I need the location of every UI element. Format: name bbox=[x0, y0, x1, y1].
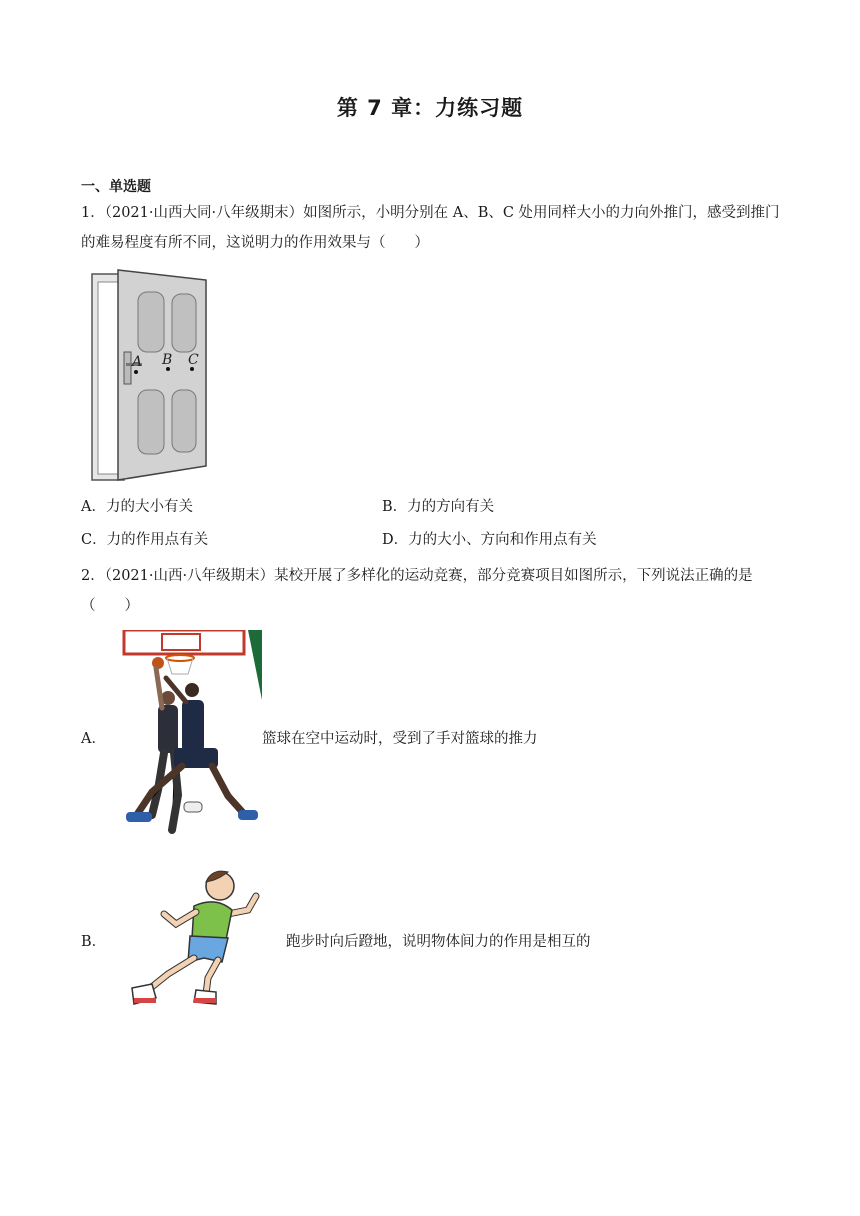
question-number: 1． bbox=[81, 205, 105, 221]
question-source: （2021·山西大同·八年级期末） bbox=[104, 205, 304, 221]
point-label-a: A bbox=[132, 354, 143, 370]
q2-option-a-key[interactable]: A． bbox=[81, 731, 106, 747]
option-text: 力的大小有关 bbox=[105, 499, 193, 515]
page-title: 第 7 章：力练习题 bbox=[336, 96, 524, 120]
point-label-c: C bbox=[188, 352, 199, 368]
option-b[interactable] bbox=[382, 495, 494, 516]
point-label-b: B bbox=[162, 352, 173, 368]
door-figure bbox=[88, 266, 214, 484]
question-text: 某校开展了多样化的运动竞赛，部分竞赛项目如图所示，下列说法正确的是（ ） bbox=[81, 568, 753, 614]
question-2 bbox=[81, 561, 781, 621]
q2-option-a-text: 篮球在空中运动时，受到了手对篮球的推力 bbox=[262, 731, 538, 747]
q2-option-b-key[interactable]: B． bbox=[81, 934, 107, 950]
question-1 bbox=[81, 198, 781, 258]
basketball-figure bbox=[122, 630, 262, 840]
question-text: 如图所示，小明分别在 A、B、C 处用同样大小的力向外推门，感受到推门的难易程度有所不同，这说明力的作用效果与（ ） bbox=[81, 205, 780, 251]
q2-option-b-text: 跑步时向后蹬地，说明物体间力的作用是相互的 bbox=[286, 934, 591, 950]
option-key: D． bbox=[382, 532, 409, 548]
option-text: 力的作用点有关 bbox=[106, 532, 209, 548]
section-heading: 一、单选题 bbox=[81, 179, 151, 195]
option-text: 力的大小、方向和作用点有关 bbox=[408, 532, 597, 548]
runner-figure bbox=[124, 866, 274, 1010]
question-source: （2021·山西·八年级期末） bbox=[104, 568, 275, 584]
option-c[interactable] bbox=[81, 528, 208, 549]
option-key: A． bbox=[81, 499, 106, 515]
option-key: C． bbox=[81, 532, 107, 548]
option-text: 力的方向有关 bbox=[407, 499, 495, 515]
option-a[interactable] bbox=[81, 495, 193, 516]
question-number: 2． bbox=[81, 568, 105, 584]
option-key: B． bbox=[382, 499, 408, 515]
option-d[interactable] bbox=[382, 528, 597, 549]
